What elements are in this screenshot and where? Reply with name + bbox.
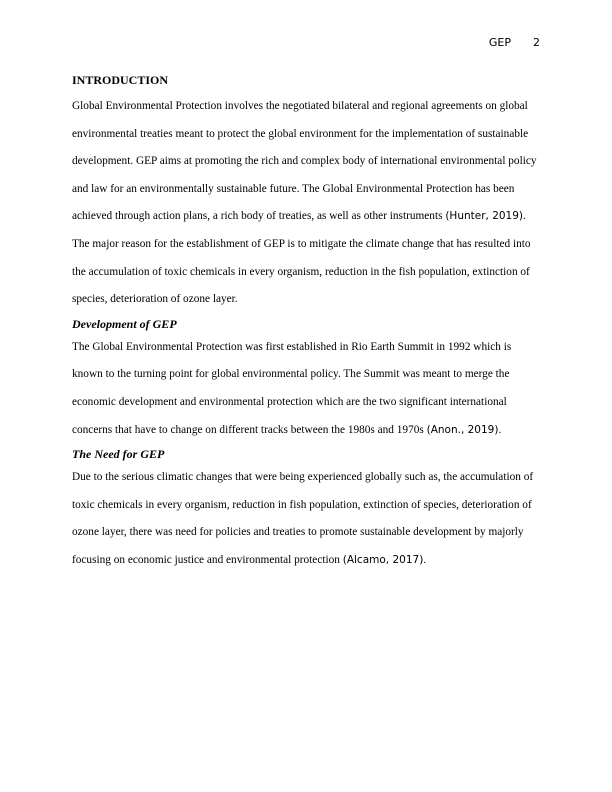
development-text-end: . xyxy=(498,423,502,436)
need-text-end: . xyxy=(423,553,427,566)
development-heading: Development of GEP xyxy=(72,316,177,331)
intro-paragraph xyxy=(72,93,540,314)
need-paragraph xyxy=(72,464,540,574)
page-header xyxy=(489,36,540,49)
need-citation: (Alcamo, 2017) xyxy=(342,553,424,566)
intro-text: Global Environmental Protection involves the negotiated bilateral and regional agreements on global environmental treaties meant to protect the global environment for the implementation of sustainable development. GEP aims at promoting the rich and complex body of international environmental policy and law for an environmentally sustainable future. The Global Environmental Protection has been achieved through action plans, a rich body of treaties, as well as other instruments xyxy=(72,100,537,223)
development-text: The Global Environmental Protection was first established in Rio Earth Summit in 1992 which is known to the turning point for global environmental policy. The Summit was meant to merge the economic development and environmental protection which are the two significant international concerns that have to change on different tracks between the 1980s and 1970s xyxy=(72,340,512,436)
development-paragraph xyxy=(72,334,540,444)
running-head: GEP xyxy=(488,36,511,49)
page-number: 2 xyxy=(533,36,540,49)
need-text: Due to the serious climatic changes that were being experienced globally such as, the accumulation of toxic chemicals in every organism, reduction in fish population, extinction of species, deterioration of ozone layer, there was need for policies and treaties to promote sustainable development by majorly focusing on economic justice and environmental protection xyxy=(72,471,534,566)
intro-heading: INTRODUCTION xyxy=(72,73,169,87)
need-heading: The Need for GEP xyxy=(72,447,165,462)
document-body xyxy=(72,70,540,575)
intro-text-end: . The major reason for the establishment of GEP is to mitigate the climate change that has resulted into the accumulation of toxic chemicals in every organism, reduction in the fish population, extinction of species, deterioration of ozone layer. xyxy=(72,210,531,306)
intro-citation: (Hunter, 2019) xyxy=(445,210,524,223)
development-citation: (Anon., 2019) xyxy=(426,423,499,436)
